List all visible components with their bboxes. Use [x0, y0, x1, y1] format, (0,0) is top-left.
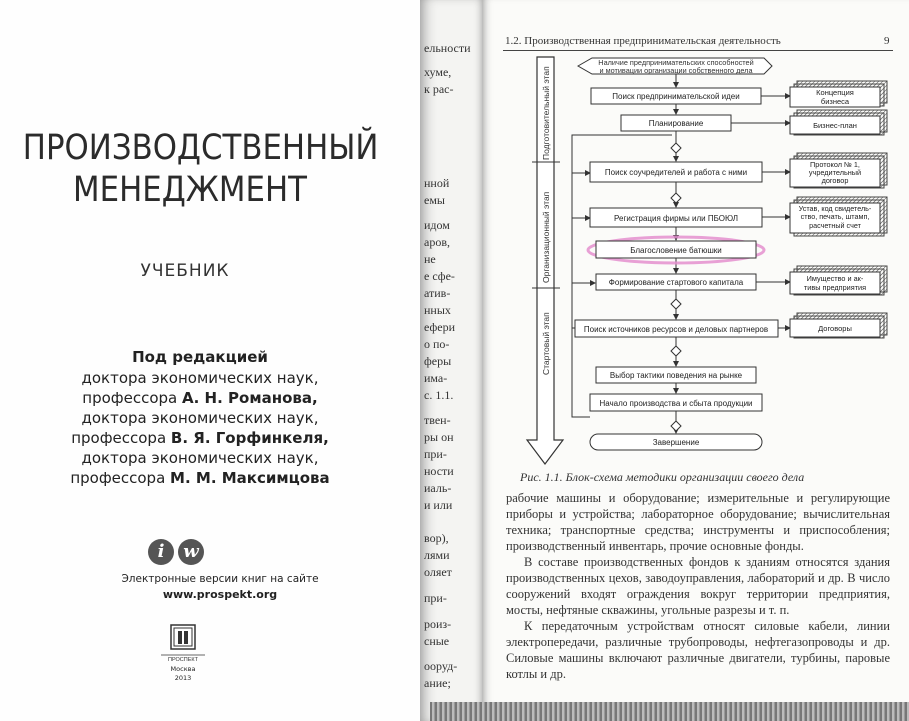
svg-text:Формирование стартового капита: Формирование стартового капитала: [608, 278, 744, 287]
flow-step: [596, 274, 756, 290]
flow-step: [591, 88, 761, 104]
partial-text-line: лями: [424, 548, 450, 562]
svg-text:Благословение батюшки: Благословение батюшки: [630, 246, 722, 255]
svg-text:Регистрация фирмы или ПБОЮЛ: Регистрация фирмы или ПБОЮЛ: [614, 214, 738, 223]
partial-text-line: има-: [424, 371, 448, 385]
partial-text-line: не: [424, 252, 436, 266]
svg-text:и мотивации организации собств: и мотивации организации собственного дела: [599, 66, 753, 75]
stage-label-org: Организационный этап: [541, 191, 551, 283]
page-edge-strip: [430, 702, 909, 721]
paragraph: рабочие машины и оборудование; измерительные и регулирующие приборы и устройства; лабораторное оборудование; вычислительная техника; транспортные средства; инструменты и приспособления; производственный инвентарь, прочие основные фонды.: [506, 491, 890, 553]
editor-line: доктора экономических наук,: [81, 369, 319, 387]
svg-text:Планирование: Планирование: [648, 119, 704, 128]
partial-text-line: атив-: [424, 286, 451, 300]
partial-text-line: при-: [424, 447, 447, 461]
partial-text-line: вор),: [424, 531, 449, 545]
partial-text-line: твен-: [424, 413, 451, 427]
editor-line: профессора М. М. Максимцова: [70, 469, 330, 487]
website-link[interactable]: www.prospekt.org: [162, 588, 278, 601]
doc-contracts: [790, 313, 887, 338]
partial-text-line: нных: [424, 303, 451, 317]
stage-label-prep: Подготовительный этап: [541, 66, 551, 160]
svg-text:Концепция: Концепция: [816, 88, 854, 97]
doc-concept: [790, 81, 887, 107]
svg-text:Поиск источников ресурсов и де: Поиск источников ресурсов и деловых партнеров: [583, 325, 769, 334]
partial-text-line: роиз-: [424, 617, 452, 631]
partial-text-line: ельности: [424, 41, 471, 55]
web-logo-icon: w: [178, 539, 204, 565]
editor-line: профессора А. Н. Романова,: [82, 389, 318, 407]
partial-text-line: ры он: [424, 430, 454, 444]
partial-text-line: е сфе-: [424, 269, 455, 283]
paragraph: В составе производственных фондов к зданиям относятся здания производственных цехов, заводоуправления, лабораторий и др. В число сооружений входят ограждения вокруг территории предприятия, мосты, нефтяные скважины, угольные разрезы и т. п.: [506, 555, 890, 617]
partial-text-line: нной: [424, 176, 450, 190]
svg-text:расчетный счет: расчетный счет: [809, 221, 861, 230]
partial-text-line: ности: [424, 464, 454, 478]
partial-text-line: иаль-: [424, 481, 452, 495]
partial-text-line: ефери: [424, 320, 455, 334]
editor-line: доктора экономических наук,: [81, 409, 319, 427]
svg-text:Наличие предпринимательских сп: Наличие предпринимательских способностей: [598, 58, 754, 67]
svg-text:Поиск предпринимательской идеи: Поиск предпринимательской идеи: [612, 92, 740, 101]
publisher-name: ПРОСПЕКТ: [168, 657, 198, 663]
flow-step: [590, 394, 762, 411]
flow-end: [590, 434, 762, 450]
partial-text-line: к рас-: [424, 82, 454, 96]
editor-line: профессора В. Я. Горфинкеля,: [71, 429, 329, 447]
flow-step: [590, 208, 762, 227]
stage-label-start: Стартовый этап: [541, 312, 551, 375]
partial-text-line: при-: [424, 591, 447, 605]
city: Москва: [170, 665, 196, 673]
partial-text-line: с. 1.1.: [424, 388, 454, 402]
svg-text:Протокол № 1,: Протокол № 1,: [810, 160, 860, 169]
svg-text:Устав, код свидетель-: Устав, код свидетель-: [798, 204, 872, 213]
partial-text-line: ооруд-: [424, 659, 458, 673]
partial-text-line: о по-: [424, 337, 450, 351]
svg-text:Бизнес-план: Бизнес-план: [813, 121, 857, 130]
svg-text:ство, печать, штамп,: ство, печать, штамп,: [800, 212, 870, 221]
svg-text:тивы предприятия: тивы предприятия: [803, 283, 867, 292]
flow-step: [621, 115, 731, 131]
running-head: 1.2. Производственная предпринимательская деятельность: [505, 35, 781, 47]
editor-heading: Под редакцией: [132, 348, 268, 366]
svg-text:Договоры: Договоры: [818, 324, 852, 333]
svg-text:бизнеса: бизнеса: [820, 97, 850, 106]
partial-text-line: оляет: [424, 565, 452, 579]
partial-text-line: сные: [424, 634, 450, 648]
svg-text:договор: договор: [821, 176, 849, 185]
book-title-line1: ПРОИЗВОДСТВЕННЫЙ: [22, 128, 379, 168]
info-logo-icon: i: [148, 539, 174, 565]
doc-charter: [790, 197, 887, 236]
flow-step: [590, 162, 762, 182]
doc-protocol: [790, 153, 887, 188]
partial-text-line: ание;: [424, 676, 451, 690]
doc-assets: [790, 266, 887, 295]
svg-text:Завершение: Завершение: [652, 438, 700, 447]
partial-text-line: и или: [424, 498, 453, 512]
partial-text-line: емы: [424, 193, 445, 207]
paragraph: К передаточным устройствам относят силовые кабели, линии электропередачи, различные трубопроводы, нефтегазопроводы и др. Силовые машины включают различные двигатели, турбины, паровые котлы и др.: [506, 619, 890, 681]
partial-text-line: феры: [424, 354, 452, 368]
partial-text-line: аров,: [424, 235, 450, 249]
figure-caption: Рис. 1.1. Блок-схема методики организации своего дела: [520, 470, 805, 484]
book-subtitle: УЧЕБНИК: [140, 261, 230, 281]
page-number: 9: [884, 35, 890, 47]
doc-business-plan: [790, 110, 887, 135]
partial-text-line: идом: [424, 218, 450, 232]
flow-step: [596, 367, 756, 383]
book-title-line2: МЕНЕДЖМЕНТ: [73, 170, 307, 210]
svg-text:Поиск соучредителей и работа с: Поиск соучредителей и работа с ними: [604, 168, 748, 177]
ebook-note: Электронные версии книг на сайте: [121, 573, 319, 585]
editor-line: доктора экономических наук,: [81, 449, 319, 467]
year: 2013: [174, 674, 192, 682]
body-text: [506, 490, 890, 682]
flow-step: [575, 320, 778, 337]
svg-text:учредительный: учредительный: [808, 168, 862, 177]
partial-text-line: хуме,: [424, 65, 452, 79]
svg-text:Выбор тактики поведения на рын: Выбор тактики поведения на рынке: [609, 371, 743, 380]
svg-text:Имущество и ак-: Имущество и ак-: [806, 274, 864, 283]
svg-text:Начало производства и сбыта пр: Начало производства и сбыта продукции: [599, 399, 753, 408]
